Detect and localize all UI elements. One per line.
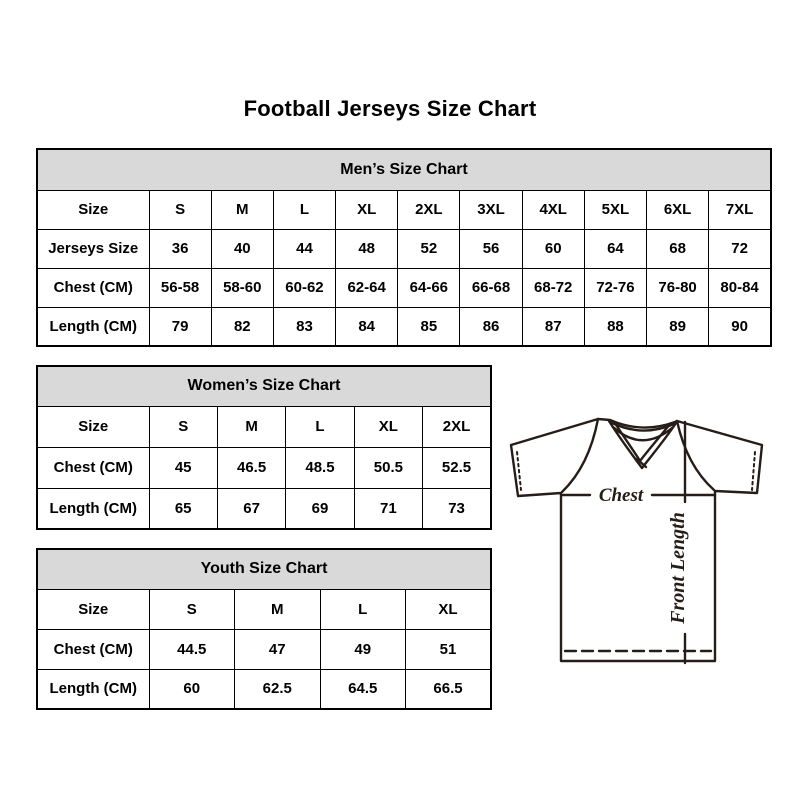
youth-row-1 xyxy=(37,629,491,669)
youth-value-cell: 49 xyxy=(320,629,406,669)
mens-value-cell: 82 xyxy=(211,307,273,346)
womens-table xyxy=(36,365,492,530)
mens-value-cell: S xyxy=(149,190,211,229)
mens-value-cell: 60-62 xyxy=(273,268,335,307)
mens-value-cell: XL xyxy=(336,190,398,229)
mens-value-cell: 60 xyxy=(522,229,584,268)
youth-table-title: Youth Size Chart xyxy=(37,549,491,589)
mens-value-cell: 87 xyxy=(522,307,584,346)
front-length-label: Front Length xyxy=(667,512,689,624)
mens-value-cell: 58-60 xyxy=(211,268,273,307)
mens-value-cell: 44 xyxy=(273,229,335,268)
womens-row-1 xyxy=(37,447,491,488)
youth-value-cell: 62.5 xyxy=(235,669,321,709)
youth-row-2 xyxy=(37,669,491,709)
mens-value-cell: 90 xyxy=(709,307,771,346)
youth-value-cell: 47 xyxy=(235,629,321,669)
youth-value-cell: XL xyxy=(406,589,492,629)
mens-value-cell: 89 xyxy=(647,307,709,346)
mens-value-cell: 52 xyxy=(398,229,460,268)
womens-row-label: Length (CM) xyxy=(37,488,149,529)
mens-value-cell: 56 xyxy=(460,229,522,268)
mens-value-cell: 80-84 xyxy=(709,268,771,307)
mens-row-2 xyxy=(37,268,771,307)
youth-row-label: Size xyxy=(37,589,149,629)
mens-value-cell: 72 xyxy=(709,229,771,268)
mens-value-cell: 76-80 xyxy=(647,268,709,307)
mens-value-cell: 64 xyxy=(584,229,646,268)
mens-value-cell: 88 xyxy=(584,307,646,346)
mens-value-cell: 72-76 xyxy=(584,268,646,307)
mens-value-cell: L xyxy=(273,190,335,229)
youth-value-cell: 60 xyxy=(149,669,235,709)
mens-value-cell: 84 xyxy=(336,307,398,346)
youth-value-cell: M xyxy=(235,589,321,629)
mens-value-cell: M xyxy=(211,190,273,229)
mens-row-0 xyxy=(37,190,771,229)
mens-row-label: Jerseys Size xyxy=(37,229,149,268)
mens-value-cell: 68 xyxy=(647,229,709,268)
mens-value-cell: 85 xyxy=(398,307,460,346)
mens-value-cell: 83 xyxy=(273,307,335,346)
mens-row-label: Length (CM) xyxy=(37,307,149,346)
womens-value-cell: 48.5 xyxy=(286,447,354,488)
youth-value-cell: S xyxy=(149,589,235,629)
womens-value-cell: 52.5 xyxy=(423,447,491,488)
youth-value-cell: 44.5 xyxy=(149,629,235,669)
mens-value-cell: 6XL xyxy=(647,190,709,229)
youth-value-cell: 51 xyxy=(406,629,492,669)
page-title: Football Jerseys Size Chart xyxy=(243,96,537,121)
womens-value-cell: S xyxy=(149,406,217,447)
womens-table-title: Women’s Size Chart xyxy=(37,366,491,406)
womens-value-cell: 73 xyxy=(423,488,491,529)
mens-value-cell: 36 xyxy=(149,229,211,268)
youth-row-0 xyxy=(37,589,491,629)
mens-row-1 xyxy=(37,229,771,268)
mens-value-cell: 86 xyxy=(460,307,522,346)
womens-value-cell: 65 xyxy=(149,488,217,529)
mens-row-label: Size xyxy=(37,190,149,229)
womens-value-cell: XL xyxy=(354,406,422,447)
mens-value-cell: 7XL xyxy=(709,190,771,229)
mens-row-label: Chest (CM) xyxy=(37,268,149,307)
youth-row-label: Length (CM) xyxy=(37,669,149,709)
mens-value-cell: 2XL xyxy=(398,190,460,229)
womens-value-cell: 69 xyxy=(286,488,354,529)
youth-row-label: Chest (CM) xyxy=(37,629,149,669)
womens-value-cell: 45 xyxy=(149,447,217,488)
chest-label: Chest xyxy=(598,485,644,506)
womens-value-cell: 71 xyxy=(354,488,422,529)
mens-row-3 xyxy=(37,307,771,346)
youth-value-cell: 66.5 xyxy=(406,669,492,709)
mens-value-cell: 56-58 xyxy=(149,268,211,307)
mens-value-cell: 62-64 xyxy=(336,268,398,307)
youth-table xyxy=(36,548,492,710)
mens-value-cell: 68-72 xyxy=(522,268,584,307)
mens-size-chart xyxy=(36,148,772,347)
mens-value-cell: 5XL xyxy=(584,190,646,229)
youth-value-cell: L xyxy=(320,589,406,629)
womens-value-cell: M xyxy=(217,406,285,447)
womens-value-cell: 67 xyxy=(217,488,285,529)
womens-value-cell: L xyxy=(286,406,354,447)
jersey-diagram-icon xyxy=(505,396,777,680)
womens-value-cell: 2XL xyxy=(423,406,491,447)
mens-table-title: Men’s Size Chart xyxy=(37,149,771,190)
mens-value-cell: 48 xyxy=(336,229,398,268)
womens-value-cell: 50.5 xyxy=(354,447,422,488)
youth-value-cell: 64.5 xyxy=(320,669,406,709)
womens-value-cell: 46.5 xyxy=(217,447,285,488)
mens-value-cell: 64-66 xyxy=(398,268,460,307)
mens-value-cell: 40 xyxy=(211,229,273,268)
womens-row-0 xyxy=(37,406,491,447)
youth-size-chart xyxy=(36,548,492,710)
womens-row-label: Chest (CM) xyxy=(37,447,149,488)
jersey-measurement-diagram xyxy=(505,396,777,680)
mens-value-cell: 3XL xyxy=(460,190,522,229)
womens-size-chart xyxy=(36,365,492,530)
womens-row-label: Size xyxy=(37,406,149,447)
womens-row-2 xyxy=(37,488,491,529)
mens-value-cell: 4XL xyxy=(522,190,584,229)
mens-value-cell: 66-68 xyxy=(460,268,522,307)
mens-table xyxy=(36,148,772,347)
mens-value-cell: 79 xyxy=(149,307,211,346)
